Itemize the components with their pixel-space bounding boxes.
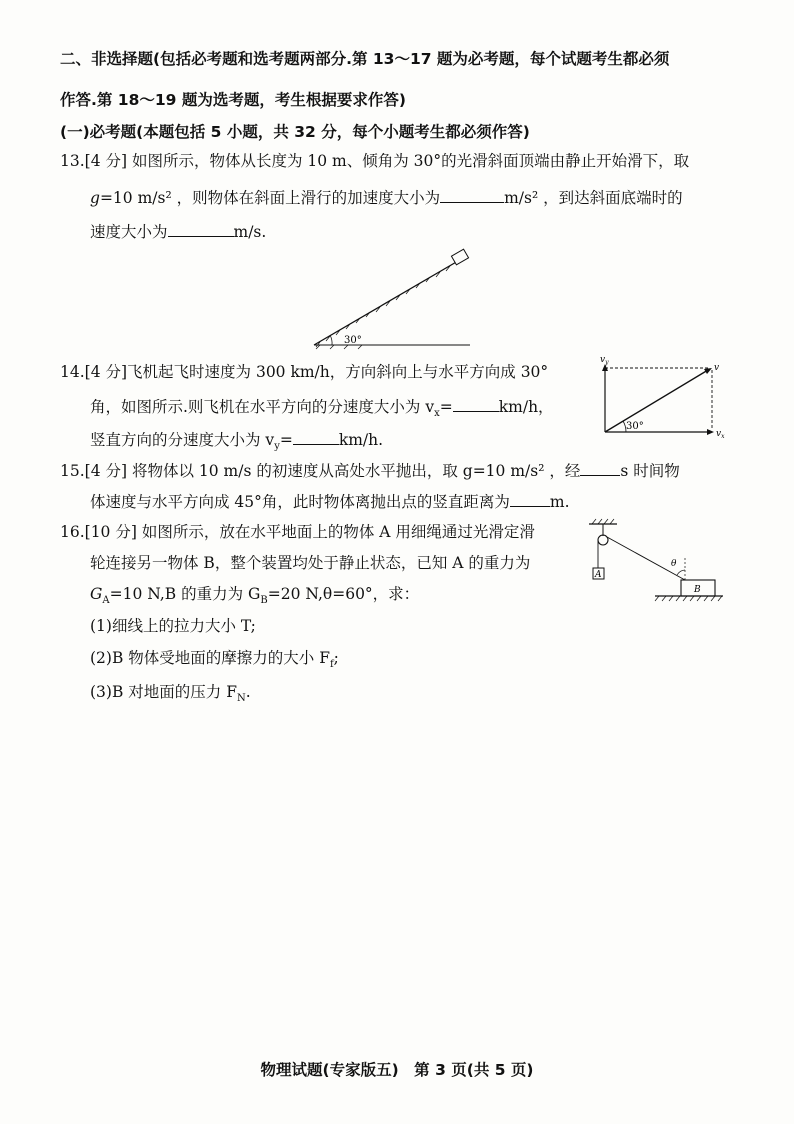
q16-line3: $G_A=10$ N,B 的重力为 $G_B=20$ N,θ=60°，求：: [90, 585, 420, 607]
q13-line2: g=10 m/s² ，则物体在斜面上滑行的加速度大小为 m/s² ，到达斜面底端时的: [90, 186, 683, 209]
q14-line2: 角，如图所示.则飞机在水平方向的分速度大小为 $v_x= km/h$，: [90, 395, 554, 425]
page-footer: 物理试题(专家版五) 第 3 页(共 5 页): [260, 1061, 534, 1079]
q15-line1: 15.[4 分] 将物体以 10 m/s 的初速度从高处水平抛出，取 g=10 m/s² ，经 s 时间物: [60, 459, 680, 482]
q14-velocity-figure: [598, 355, 728, 443]
q15-line2: 体速度与水平方向成 45°角，此时物体离抛出点的竖直距离为 m.: [90, 490, 570, 513]
q14-blank-vx[interactable]: [453, 395, 499, 412]
q16-item2: (2)B 物体受地面的摩擦力的大小 $F_f$;: [90, 649, 339, 671]
q14-blank-vy[interactable]: [293, 428, 339, 445]
q14-vx-label: $v_x$: [716, 429, 725, 440]
q16-pulley-figure: [585, 518, 725, 608]
q14-vy-label: $v_y$: [600, 355, 609, 366]
q13-line3: 速度大小为 m/s.: [90, 220, 266, 243]
q16-line2: 轮连接另一物体 B，整个装置均处于静止状态，已知 A 的重力为: [90, 554, 531, 572]
q14-line1: 14.[4 分]飞机起飞时速度为 300 km/h，方向斜向上与水平方向成 30°: [60, 363, 549, 381]
q16-theta-label: θ: [671, 559, 677, 569]
section-title-line2: 作答.第 18～19 题为选考题，考生根据要求作答): [60, 91, 406, 109]
q15-blank-time[interactable]: [580, 459, 620, 476]
q16-label-a: A: [595, 570, 602, 580]
q13-angle-label: 30°: [344, 335, 362, 346]
section-subtitle: (一)必考题(本题包括 5 小题，共 32 分，每个小题考生都必须作答): [60, 123, 530, 141]
q14-angle-label: 30°: [626, 421, 644, 432]
q13-line1: 13.[4 分] 如图所示，物体从长度为 10 m、倾角为 30°的光滑斜面顶端由静止开始滑下，取: [60, 152, 690, 170]
q14-line3: 竖直方向的分速度大小为 $v_y= km/h$.: [90, 428, 383, 458]
section-title-line1: 二、非选择题(包括必考题和选考题两部分.第 13～17 题为必考题，每个试题考生都必须: [60, 50, 670, 68]
q13-blank-speed[interactable]: [168, 220, 234, 237]
q15-blank-distance[interactable]: [510, 490, 550, 507]
q16-line1: 16.[10 分] 如图所示，放在水平地面上的物体 A 用细绳通过光滑定滑: [60, 523, 535, 541]
q16-label-b: B: [694, 585, 701, 595]
q13-incline-figure: [300, 250, 480, 355]
q16-item3: (3)B 对地面的压力 $F_N$.: [90, 683, 251, 705]
q13-blank-accel[interactable]: [440, 186, 504, 203]
q14-v-label: v: [714, 363, 720, 373]
q16-item1: (1)细线上的拉力大小 T;: [90, 617, 256, 635]
